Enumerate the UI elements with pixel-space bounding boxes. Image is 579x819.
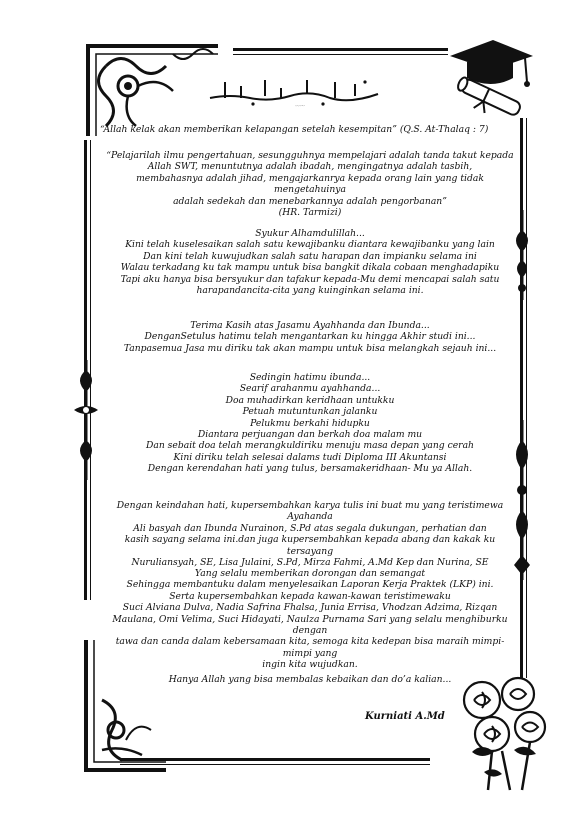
text-line: Suci Alviana Dulva, Nadia Safrina Fhalsa, Junia Errisa, Vhodzan Adzima, Rizqan	[122, 602, 498, 614]
text-line: Kini telah kuselesaikan salah satu kewajibanku diantara kewajibanku yang lain	[125, 239, 495, 251]
text-line: Diantara perjuangan dan berkah doa malam mu	[197, 429, 423, 441]
right-border-line	[520, 118, 523, 678]
text-line: Walau terkadang ku tak mampu untuk bisa bangkit dikala cobaan menghadapiku	[120, 262, 500, 274]
text-line: Searif arahanmu ayahhanda...	[239, 383, 381, 395]
closing-line	[105, 674, 515, 685]
text-line: Tanpasemua Jasa mu diriku tak akan mampu untuk bisa melangkah sejauh ini...	[123, 342, 497, 354]
text-line: Dengan keindahan hati, kupersembahkan karya tulis ini buat mu yang teristimewa Ayahanda	[116, 500, 504, 523]
text-line: adalah sedekah dan menebarkannya adalah pengorbanan”	[173, 195, 447, 207]
text-line: Nuruliansyah, SE, Lisa Julaini, S.Pd, Mirza Fahmi, A.Md Kep dan Nurina, SE	[131, 557, 489, 569]
text-line: Doa muhadirkan keridhaan untukku	[225, 394, 395, 406]
text-line: harapandancita-cita yang kuinginkan selama ini.	[196, 285, 424, 297]
text-line: Maulana, Omi Velima, Suci Hidayati, Naulza Purnama Sari yang selalu menghiburku dengan	[112, 613, 508, 637]
quran-quote	[100, 124, 500, 135]
text-line: Tapi aku hanya bisa bersyukur dan tafakur kepada-Mu demi mencapai salah satu	[120, 273, 500, 285]
text-line: (HR. Tarmizi)	[278, 207, 342, 219]
text-line: Terima Kasih atas Jasamu Ayahhanda dan Ibunda...	[190, 320, 430, 331]
text-line: Syukur Alhamdulillah...	[255, 228, 365, 239]
text-line: “Pelajarilah ilmu pengertahuan, sesungguhnya mempelajari adalah tanda takut kepada	[106, 150, 514, 161]
text-line: Dengan kerendahan hati yang tulus, bersamakeridhaan- Mu ya Allah.	[147, 463, 473, 475]
hadith-paragraph	[105, 150, 515, 218]
gratitude-paragraph	[105, 228, 515, 296]
text-line: Dan kini telah kuwujudkan salah satu harapan dan impianku selama ini	[143, 250, 477, 262]
dedication-friends-paragraph	[105, 568, 515, 671]
text-line: Allah SWT, menuntutnya adalah ibadah, mengingatnya adalah tasbih,	[147, 161, 473, 173]
text-line: Kini diriku telah selesai dalams tudi Diploma III Akuntansi	[173, 451, 447, 463]
bismillah-text: بسم الله الرحمن الرحيم	[295, 106, 306, 107]
poem-paragraph	[105, 372, 515, 475]
text-line: membahasnya adalah jihad, mengajarkanrya kepada orang lain yang tidak mengetahuinya	[136, 172, 484, 196]
roses-icon	[452, 672, 552, 792]
right-border-line-thin	[526, 118, 527, 678]
text-line: Ali basyah dan Ibunda Nurainon, S.Pd atas segala dukungan, perhatian dan	[133, 522, 487, 534]
thanks-parents-paragraph	[105, 320, 515, 354]
text-line: kasih sayang selama ini.dan juga kupersembahkan kepada abang dan kakak ku tersayang	[124, 534, 496, 557]
text-line: tawa dan canda dalam kebersamaan kita, semoga kita kedepan bisa maraih mimpi-mimpi yang	[115, 636, 505, 659]
dedication-family-paragraph	[105, 500, 515, 568]
bismillah-calligraphy	[205, 76, 385, 108]
graduation-cap-icon	[445, 34, 535, 122]
text-line: ingin kita wujudkan.	[262, 659, 358, 671]
closing-text: Hanya Allah yang bisa membalas kebaikan dan do’a kalian...	[168, 674, 452, 685]
text-line: Sedingin hatimu ibunda...	[249, 372, 371, 383]
text-line: Dan sebait doa telah merangkuldiriku menuju masa depan yang cerah	[146, 440, 474, 452]
bottom-border-line-thin	[120, 764, 430, 765]
top-border-line	[233, 48, 448, 51]
text-line: DenganSetulus hatimu telah mengantarkan ku hingga Akhir studi ini...	[144, 331, 476, 343]
text-line: Petuah mutuntunkan jalanku	[242, 406, 378, 418]
text-line: Serta kupersembahkan kepada kawan-kawan teristimewaku	[169, 590, 451, 602]
quote-text: “Allah kelak akan memberikan kelapangan setelah kesempitan” (Q.S. At-Thalaq : 7)	[100, 124, 489, 135]
text-line: Yang selalu memberikan dorongan dan semangat	[194, 568, 426, 579]
top-border-line-thin	[233, 54, 448, 55]
left-side-ornament	[70, 360, 102, 480]
text-line: Sehingga membantuku dalam menyelesaikan Laporan Kerja Praktek (LKP) ini.	[126, 579, 494, 591]
signature-name: Kurniati A.Md	[365, 711, 445, 722]
bottom-border-line	[120, 758, 430, 761]
text-line: Pelukmu berkahi hidupku	[250, 417, 370, 429]
